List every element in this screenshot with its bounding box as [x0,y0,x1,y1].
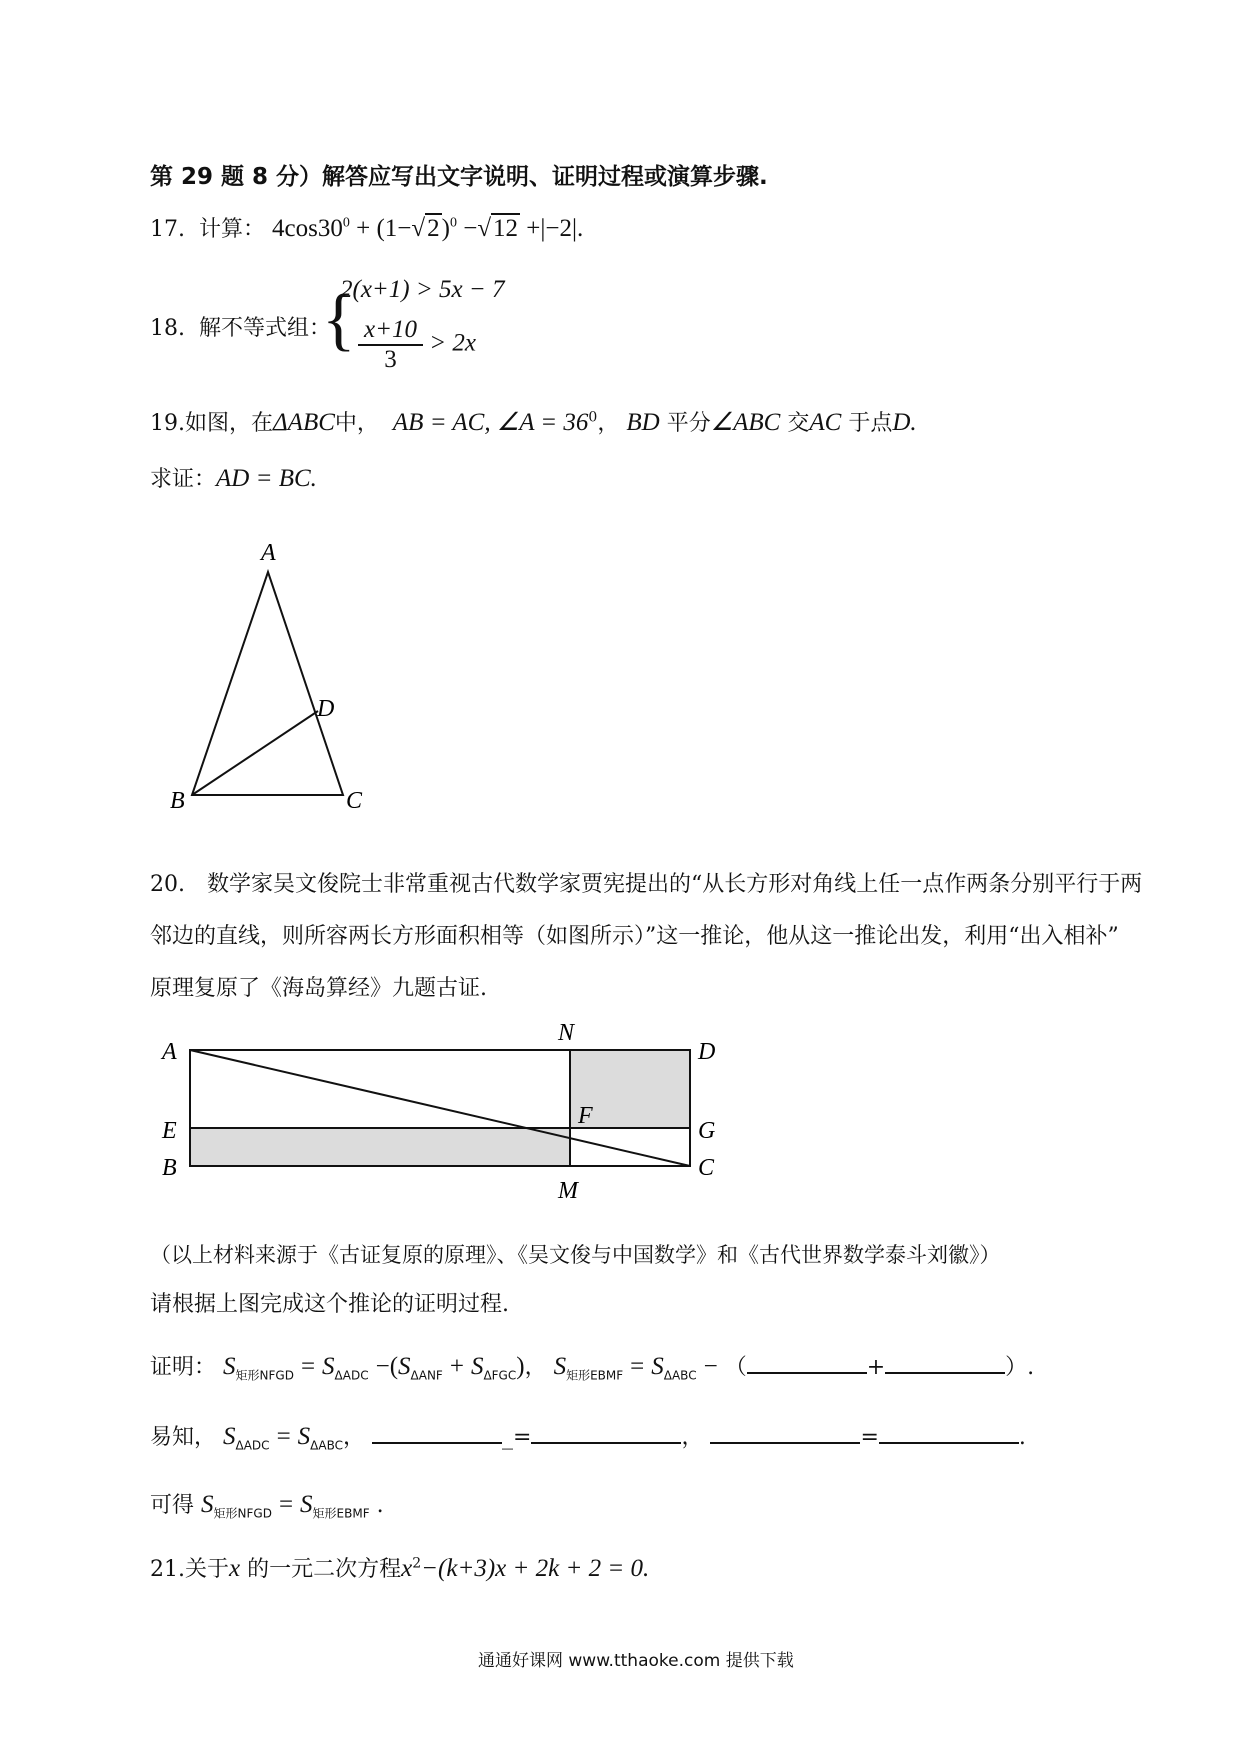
q20-source-note: （以上材料来源于《古证复原的原理》、《吴文俊与中国数学》和《古代世界数学泰斗刘徽》） [150,1243,1001,1267]
q18-fraction-numerator: x+10 [358,316,423,346]
q17-prompt: 计算： [199,217,266,242]
symbol-s: S [322,1353,335,1380]
q19-point-d: D. [892,409,917,436]
equals: = [300,1353,316,1380]
question-17 [150,214,583,245]
triangle-abc [192,572,343,795]
label-n: N [558,1020,575,1046]
q17-expr-abs: +|−2|. [526,215,584,242]
q17-expr-sqrt2: 2 [427,215,440,242]
subscript-adc: ΔADC [235,1438,270,1453]
page-footer: 通通好课网 www.tthaoke.com 提供下载 [478,1651,794,1671]
q19-text: 交 [787,411,810,436]
q17-expr-close: ) [441,215,450,242]
label-f: F [578,1103,593,1129]
subscript-ebmf: 矩形EBMF [312,1506,370,1521]
label-c: C [346,788,363,814]
label-a: A [162,1039,177,1065]
symbol-s: S [223,1353,236,1380]
answer-blank-6[interactable] [879,1420,1019,1444]
q21-exponent: 2 [412,1555,422,1572]
q18-brace: { [322,281,356,358]
question-21 [150,1554,649,1585]
period: . [376,1493,384,1518]
symbol-s: S [398,1353,411,1380]
question-19-statement [150,408,917,439]
subscript-ebmf: 矩形EBMF [566,1368,624,1383]
segment-bd [192,711,318,795]
q20-paragraph-line-2: 邻边的直线，则所容两长方形面积相等（如图所示）”这一推论，他从这一推论出发，利用“出入相补” [150,924,1119,949]
q17-expr-power: 0 [449,215,457,231]
answer-blank-5[interactable] [710,1420,860,1444]
shaded-rect-ebmf [190,1128,570,1166]
q19-degree: 0 [588,409,598,426]
symbol-s: S [470,1353,484,1380]
q18-fraction [358,316,423,374]
paren-open: ( [389,1353,399,1380]
symbol-s: S [297,1423,311,1450]
subscript-nfgd: 矩形NFGD [213,1506,272,1521]
period: . [1018,1425,1026,1450]
known-label: 易知， [150,1425,217,1450]
equals: = [276,1423,291,1450]
answer-blank-3[interactable] [372,1420,502,1444]
answer-blank-1[interactable] [747,1350,867,1374]
question-19-prove [150,464,317,495]
subscript-abc: ΔABC [310,1438,343,1453]
label-d: D [317,696,335,722]
q19-segment-bd: BD [626,409,660,436]
symbol-s: S [223,1423,236,1450]
q17-expr-paren: (1− [376,215,412,242]
conclusion-label: 可得 [150,1493,195,1518]
q20-paragraph-line-1: 20. 数学家吴文俊院士非常重视古代数学家贾宪提出的“从长方形对角线上任一点作两条分别平行于两 [150,872,1143,897]
q19-triangle: ΔABC [273,409,335,436]
q19-prove-statement: AD = BC. [216,465,317,492]
q17-expression: $4\cos 30^0 + (1-√2)^0 -√12 +|-2|$. [272,215,584,242]
subscript-fgc: ΔFGC [483,1368,517,1383]
minus: − [375,1353,390,1380]
q17-expr-plus: + [356,215,371,242]
q17-expr-minus: − [463,215,478,242]
q20-conclusion-line [150,1490,384,1521]
equals: _= [502,1425,532,1450]
q20-paragraph-line-3: 原理复原了《海岛算经》九题古证. [150,976,487,1001]
label-b: B [162,1155,177,1181]
subscript-nfgd: 矩形NFGD [235,1368,294,1383]
symbol-s: S [201,1491,214,1518]
comma: ， [681,1425,704,1450]
paren-open: （ [724,1355,747,1380]
q18-inequality-1: 2(x+1) > 5x − 7 [340,276,505,303]
q21-variable-x: x [229,1555,241,1582]
subscript-abc: ΔABC [663,1368,697,1383]
q20-instruction: 请根据上图完成这个推论的证明过程. [150,1292,509,1317]
label-d: D [698,1039,716,1065]
q19-text: ， [597,411,620,436]
comma: ， [343,1425,366,1450]
symbol-s: S [651,1353,664,1380]
answer-blank-2[interactable] [885,1350,1005,1374]
symbol-s: S [553,1353,567,1380]
q17-label: 17. [150,217,185,242]
q17-expr-degree: 0 [342,215,350,231]
answer-blank-4[interactable] [531,1420,681,1444]
symbol-s: S [300,1491,313,1518]
subscript-anf: ΔANF [410,1368,443,1383]
question-18 [150,314,331,344]
comma: ， [524,1355,547,1380]
triangle-figure [150,530,390,820]
equals: = [278,1491,294,1518]
paren-close: ) [516,1353,525,1380]
q19-prove-label: 求证： [150,467,217,492]
q19-condition: AB = AC, ∠A = 36 [392,409,589,436]
equals: = [860,1425,879,1450]
section-header: 第 29 题 8 分）解答应写出文字说明、证明过程或演算步骤. [150,164,768,190]
equals: = [630,1353,645,1380]
paren-close: ）. [1005,1355,1035,1380]
minus: − [703,1353,718,1380]
q18-label: 18. [150,316,185,341]
label-b: B [170,788,185,814]
q17-expr-cos: 4cos30 [272,215,343,242]
q19-angle: ∠ABC [710,409,781,436]
rectangle-figure [150,1020,716,1220]
q19-text: 19.如图，在 [150,411,273,436]
label-g: G [698,1118,716,1144]
label-m: M [558,1178,578,1204]
label-e: E [162,1118,177,1144]
q19-text: 平分 [666,411,711,436]
label-a: A [261,540,276,566]
plus: + [449,1353,464,1380]
subscript-adc: ΔADC [334,1368,369,1383]
q18-inequality-2 [358,316,476,374]
q21-text: 21.关于 [150,1557,229,1582]
q19-text: 于点 [848,411,893,436]
plus: + [866,1355,886,1380]
q20-known-line [150,1420,1026,1453]
q21-text: 的一元二次方程 [247,1557,402,1582]
q21-equation: −(k+3)x + 2k + 2 = 0. [421,1555,650,1582]
q18-prompt: 解不等式组： [199,316,332,341]
proof-label: 证明： [150,1355,217,1380]
label-c: C [698,1155,715,1181]
q19-segment-ac: AC [809,409,842,436]
q20-proof-line [150,1350,1034,1383]
q19-text: 中， [334,411,379,436]
q17-expr-sqrt12: 12 [493,215,519,242]
q21-variable-x: x [401,1555,413,1582]
q18-fraction-denominator: 3 [384,346,397,373]
q18-inequality-2-rhs: > 2x [429,329,476,357]
